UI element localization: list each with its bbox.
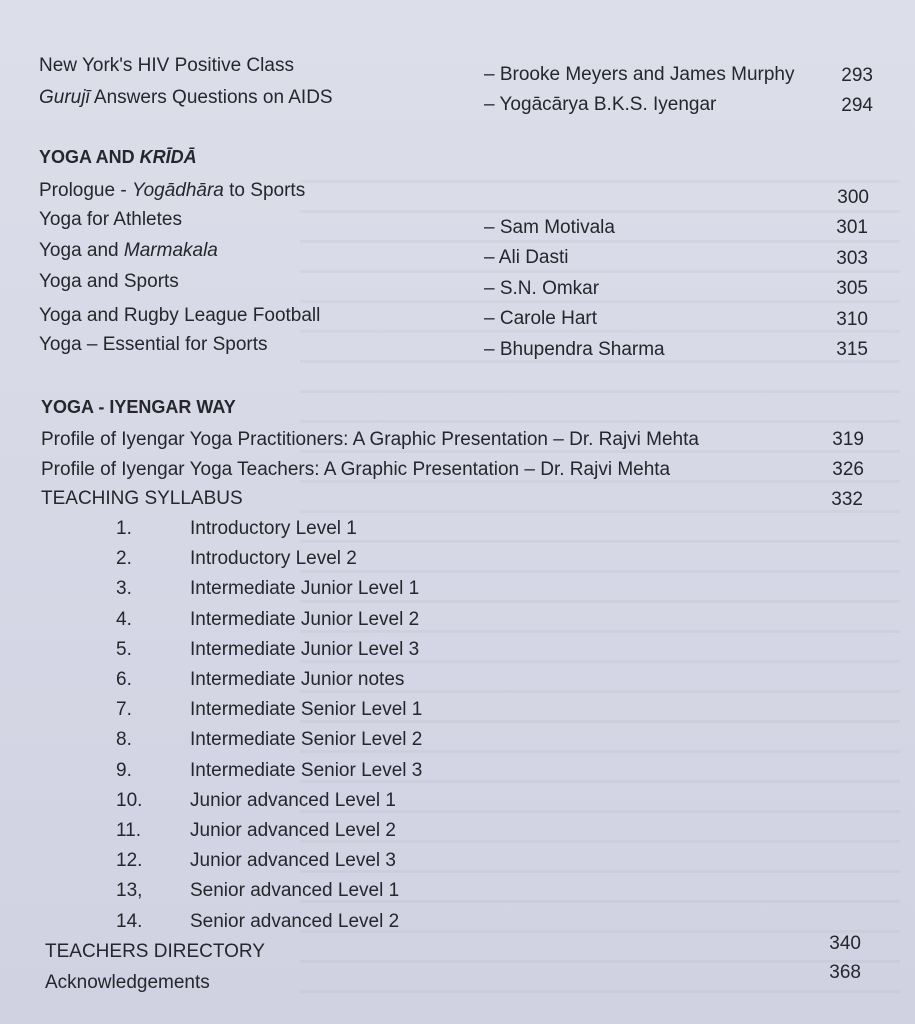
toc-page: 310 — [836, 309, 868, 330]
syllabus-item: Junior advanced Level 1 — [190, 789, 396, 811]
toc-title: Profile of Iyengar Yoga Teachers: A Graphic Presentation – Dr. Rajvi Mehta — [41, 459, 671, 480]
toc-page: 301 — [836, 217, 868, 238]
syllabus-number: 9. — [116, 759, 132, 781]
syllabus-number: 8. — [116, 729, 132, 751]
toc-title: Yoga for Athletes — [39, 209, 182, 230]
toc-author: – S.N. Omkar — [484, 278, 600, 299]
syllabus-item: Senior advanced Level 2 — [190, 910, 400, 932]
syllabus-item: Intermediate Junior notes — [190, 669, 405, 690]
toc-title: Yoga and Marmakala — [39, 240, 218, 261]
toc-title: Yoga and Rugby League Football — [39, 305, 321, 326]
syllabus-item: Junior advanced Level 2 — [190, 820, 396, 841]
toc-page: 368 — [829, 962, 861, 983]
toc-title: New York's HIV Positive Class — [39, 55, 294, 76]
syllabus-item: Senior advanced Level 1 — [190, 880, 400, 902]
syllabus-number: 3. — [116, 578, 132, 600]
syllabus-number: 11. — [116, 820, 142, 841]
toc-page: 332 — [831, 489, 863, 510]
syllabus-item: Intermediate Senior Level 2 — [190, 729, 423, 751]
syllabus-number: 1. — [116, 518, 132, 539]
syllabus-item: Intermediate Junior Level 2 — [190, 608, 420, 630]
toc-author: – Yogācārya B.K.S. Iyengar — [484, 94, 717, 115]
syllabus-number: 12. — [116, 850, 143, 872]
toc-page: 300 — [837, 187, 869, 208]
syllabus-item: Intermediate Junior Level 3 — [190, 638, 420, 660]
syllabus-item: Intermediate Junior Level 1 — [190, 578, 420, 600]
syllabus-number: 14. — [116, 910, 143, 932]
syllabus-item: Intermediate Senior Level 1 — [190, 699, 423, 721]
syllabus-number: 4. — [116, 608, 132, 630]
toc-page: 326 — [832, 459, 864, 480]
toc-page: 315 — [836, 339, 868, 360]
syllabus-number: 10. — [116, 789, 143, 811]
toc-author: – Bhupendra Sharma — [484, 339, 665, 360]
syllabus-number: 7. — [116, 699, 132, 721]
toc-author: – Ali Dasti — [484, 247, 569, 268]
toc-page: 305 — [836, 278, 868, 299]
syllabus-item: Intermediate Senior Level 3 — [190, 759, 423, 781]
toc-title: Acknowledgements — [45, 972, 210, 993]
toc-page: 319 — [832, 429, 864, 450]
toc-author: – Brooke Meyers and James Murphy — [484, 64, 795, 85]
toc-title: Yoga and Sports — [39, 271, 179, 292]
toc-page: 294 — [841, 95, 873, 116]
syllabus-item: Junior advanced Level 3 — [190, 850, 396, 872]
toc-title: Prologue - Yogādhāra to Sports — [39, 180, 306, 201]
toc-title: Gurujī Answers Questions on AIDS — [39, 87, 333, 108]
syllabus-item: Introductory Level 2 — [190, 548, 357, 570]
syllabus-item: Introductory Level 1 — [190, 518, 357, 539]
toc-title: Yoga – Essential for Sports — [39, 334, 268, 355]
toc-title: Profile of Iyengar Yoga Practitioners: A Graphic Presentation – Dr. Rajvi Mehta — [41, 429, 699, 450]
toc-page: 303 — [836, 248, 868, 269]
section-heading: YOGA - IYENGAR WAY — [41, 397, 236, 417]
toc-author: – Sam Motivala — [484, 217, 615, 238]
toc-author: – Carole Hart — [484, 308, 597, 329]
syllabus-number: 5. — [116, 638, 132, 660]
toc-title: TEACHING SYLLABUS — [41, 488, 243, 509]
syllabus-number: 2. — [116, 548, 132, 570]
toc-title: TEACHERS DIRECTORY — [45, 941, 265, 962]
section-heading: YOGA AND KRĪDĀ — [39, 147, 197, 167]
toc-page: 293 — [841, 65, 873, 86]
syllabus-number: 13, — [116, 880, 143, 902]
syllabus-number: 6. — [116, 669, 132, 690]
toc-page: 340 — [829, 933, 861, 954]
